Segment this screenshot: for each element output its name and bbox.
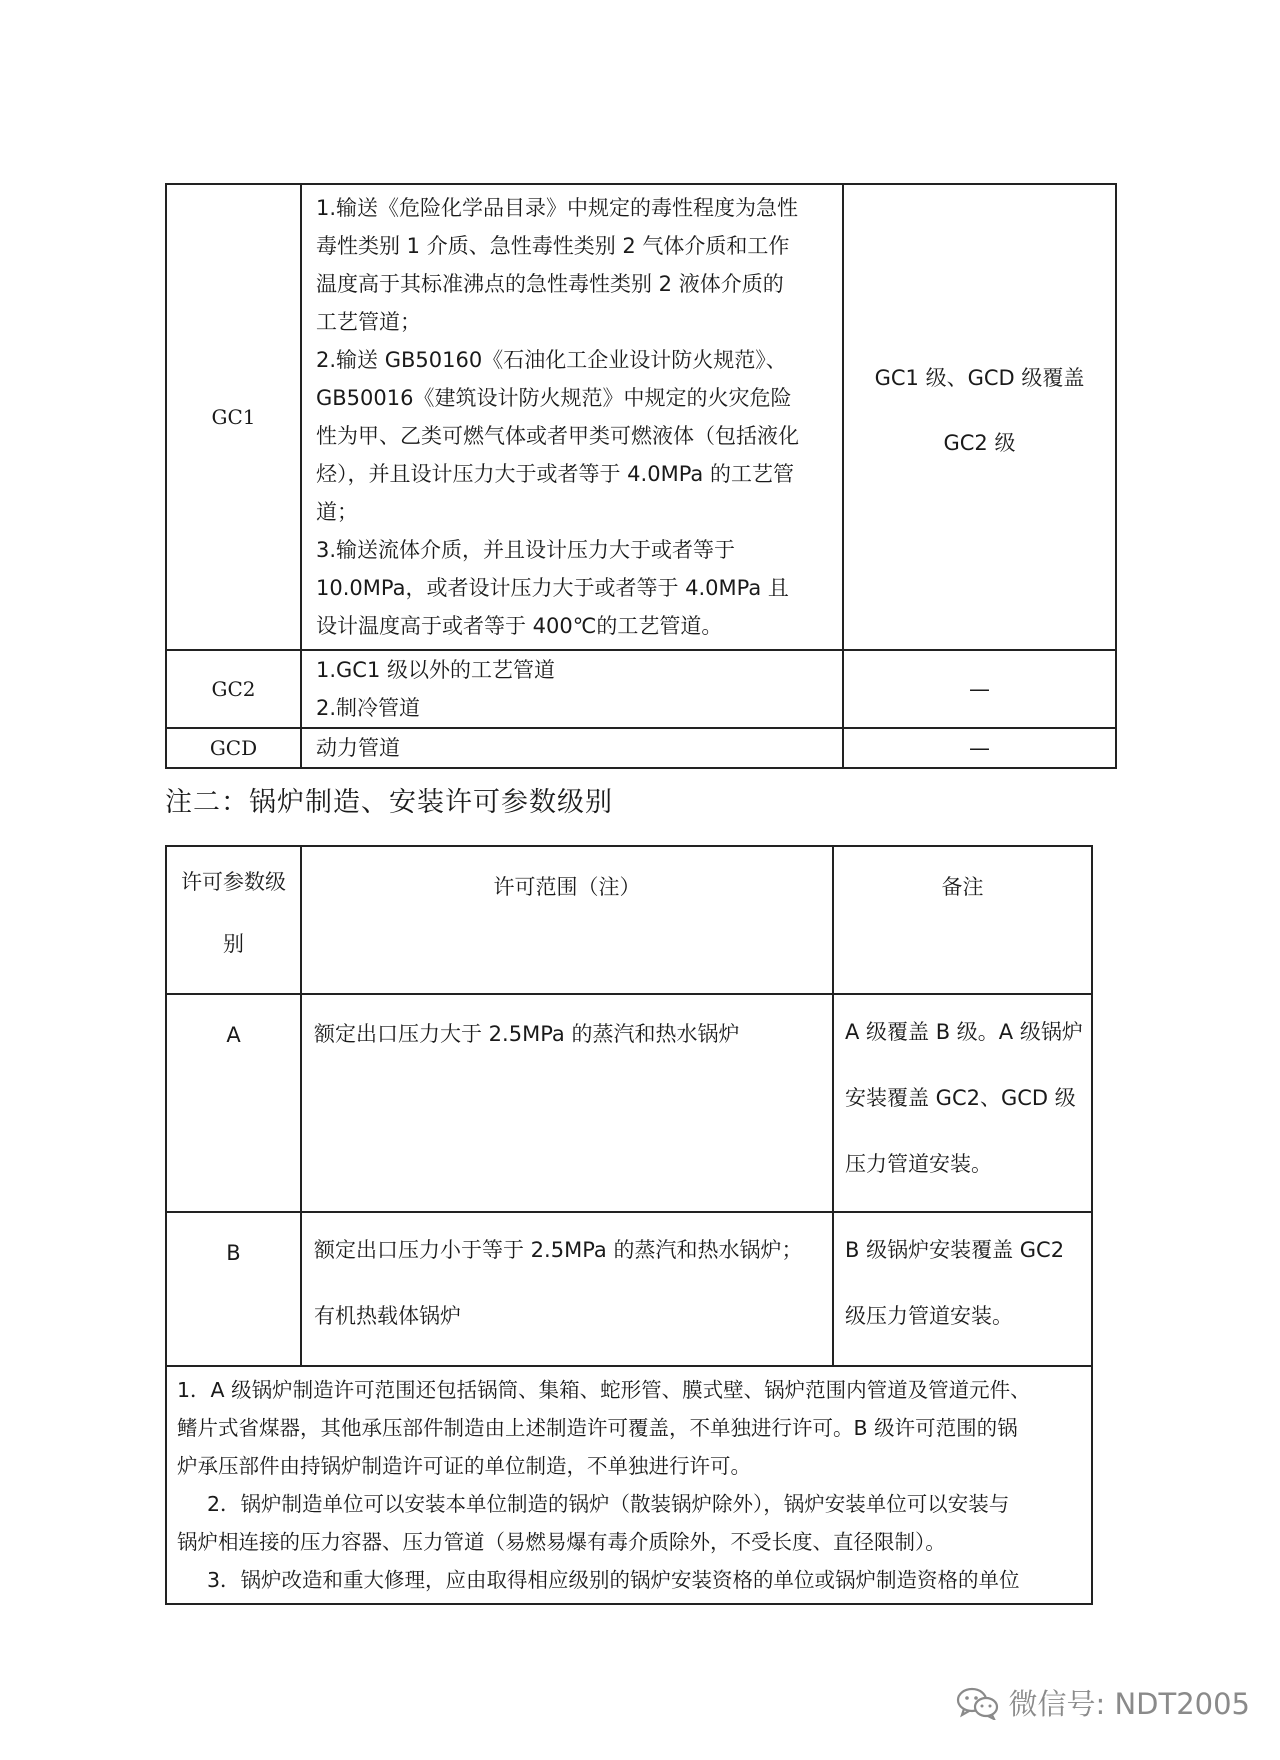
note-line: 锅炉相连接的压力容器、压力管道（易燃易爆有毒介质除外，不受长度、直径限制）。	[177, 1530, 946, 1554]
scope-line: 额定出口压力小于等于 2.5MPa 的蒸汽和热水锅炉；	[314, 1238, 803, 1262]
table-row	[166, 1212, 1092, 1366]
notes-row	[166, 1366, 1092, 1604]
note-line: 鳍片式省煤器，其他承压部件制造由上述制造许可覆盖，不单独进行许可。B 级许可范围的锅	[177, 1416, 1018, 1440]
table-row	[166, 650, 1116, 728]
scope-cell	[301, 650, 843, 728]
wechat-icon	[956, 1686, 1000, 1720]
grade-cell: A	[166, 994, 301, 1212]
remark-line: GC1 级、GCD 级覆盖	[874, 366, 1085, 390]
table-row	[166, 728, 1116, 768]
remark-cell: —	[843, 650, 1116, 728]
note-line: 1．A 级锅炉制造许可范围还包括锅筒、集箱、蛇形管、膜式壁、锅炉范围内管道及管道元件、	[177, 1378, 1031, 1402]
scope-line: GB50016《建筑设计防火规范》中规定的火灾危险	[316, 386, 792, 410]
scope-line: 动力管道	[316, 736, 400, 760]
note-line: 3．锅炉改造和重大修理，应由取得相应级别的锅炉安装资格的单位或锅炉制造资格的单位	[207, 1568, 1020, 1592]
section-heading: 注二：锅炉制造、安装许可参数级别	[165, 787, 613, 818]
scope-line: 1.输送《危险化学品目录》中规定的毒性程度为急性	[316, 196, 799, 220]
boiler-license-table	[165, 845, 1093, 1605]
table-header-row	[166, 846, 1092, 994]
scope-line: 1.GC1 级以外的工艺管道	[316, 658, 556, 682]
grade-cell: GC2	[166, 650, 301, 728]
table-row	[166, 184, 1116, 650]
grade-cell: GC1	[166, 184, 301, 650]
scope-line: 性为甲、乙类可燃气体或者甲类可燃液体（包括液化	[316, 424, 799, 448]
remark-line: GC2 级	[943, 431, 1016, 455]
scope-cell	[301, 184, 843, 650]
scope-cell: 额定出口压力大于 2.5MPa 的蒸汽和热水锅炉	[301, 994, 833, 1212]
scope-line: 设计温度高于或者等于 400℃的工艺管道。	[316, 614, 723, 638]
scope-line: 温度高于其标准沸点的急性毒性类别 2 液体介质的	[316, 272, 784, 296]
remark-cell	[843, 184, 1116, 650]
remark-line: 安装覆盖 GC2、GCD 级	[845, 1086, 1076, 1110]
header-grade	[166, 846, 301, 994]
table-row	[166, 994, 1092, 1212]
remark-cell	[833, 994, 1092, 1212]
scope-line: 2.输送 GB50160《石油化工企业设计防火规范》、	[316, 348, 787, 372]
scope-line: 工艺管道；	[316, 310, 421, 334]
scope-line: 道；	[316, 500, 358, 524]
scope-line: 烃），并且设计压力大于或者等于 4.0MPa 的工艺管	[316, 462, 794, 486]
note-line: 2．锅炉制造单位可以安装本单位制造的锅炉（散装锅炉除外），锅炉安装单位可以安装与	[207, 1492, 1010, 1516]
grade-cell: B	[166, 1212, 301, 1366]
scope-cell	[301, 1212, 833, 1366]
remark-line: 压力管道安装。	[845, 1152, 992, 1176]
header-grade-line: 别	[223, 932, 244, 956]
header-scope: 许可范围（注）	[301, 846, 833, 994]
watermark-text: 微信号: NDT2005	[1008, 1687, 1250, 1721]
scope-line: 2.制冷管道	[316, 696, 421, 720]
remark-line: B 级锅炉安装覆盖 GC2	[845, 1238, 1065, 1262]
note-line: 炉承压部件由持锅炉制造许可证的单位制造，不单独进行许可。	[177, 1454, 751, 1478]
header-remark: 备注	[833, 846, 1092, 994]
scope-cell	[301, 728, 843, 768]
header-grade-line: 许可参数级	[181, 870, 286, 894]
scope-line: 毒性类别 1 介质、急性毒性类别 2 气体介质和工作	[316, 234, 790, 258]
remark-line: 级压力管道安装。	[845, 1304, 1013, 1328]
grade-cell: GCD	[166, 728, 301, 768]
scope-line: 有机热载体锅炉	[314, 1304, 461, 1328]
remark-cell: —	[843, 728, 1116, 768]
remark-line: A 级覆盖 B 级。A 级锅炉	[845, 1020, 1083, 1044]
watermark	[956, 1682, 1250, 1723]
scope-line: 3.输送流体介质，并且设计压力大于或者等于	[316, 538, 736, 562]
pipeline-grade-table	[165, 183, 1117, 769]
remark-cell	[833, 1212, 1092, 1366]
notes-cell	[166, 1366, 1092, 1604]
scope-line: 10.0MPa，或者设计压力大于或者等于 4.0MPa 且	[316, 576, 789, 600]
